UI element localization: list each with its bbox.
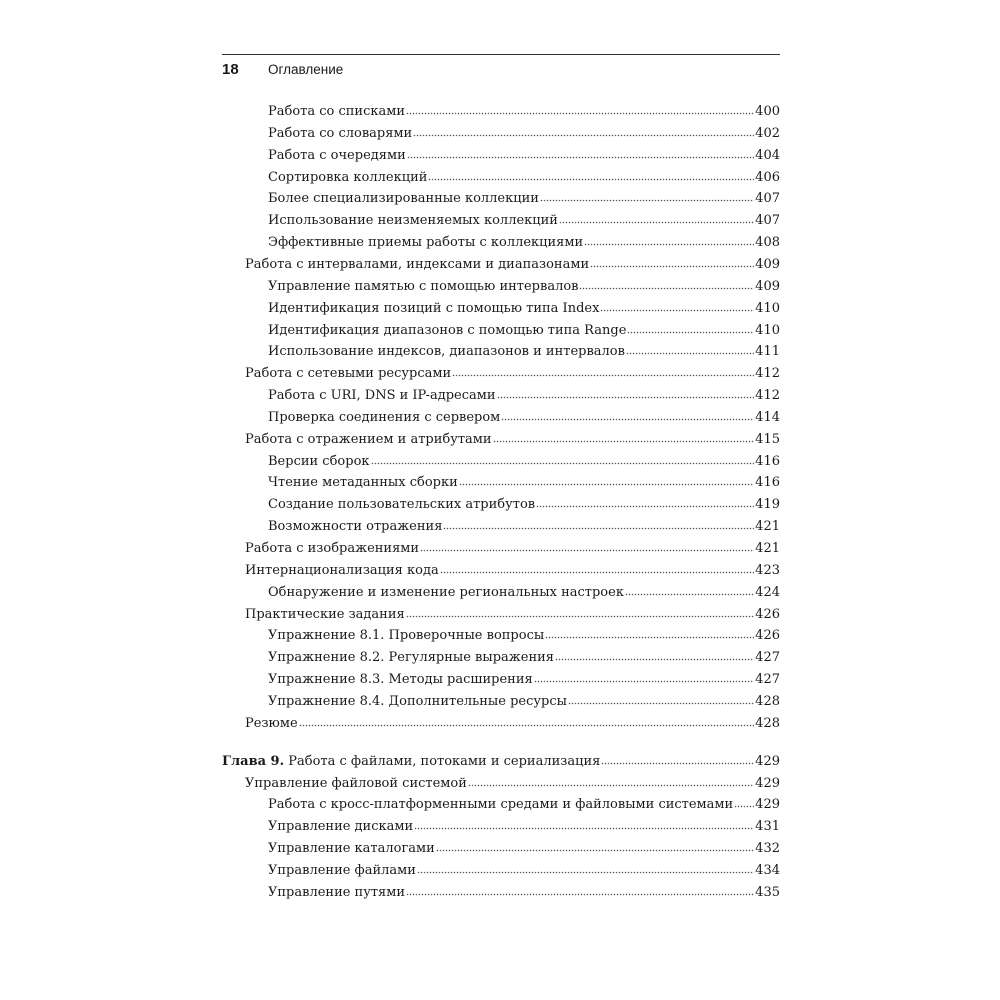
toc-entry-title (268, 341, 625, 363)
toc-entry-title (268, 298, 599, 320)
toc-entry-page: 429 (755, 754, 780, 769)
toc-entry-text: Управление файловой системой (245, 776, 467, 791)
toc-entry-text: Использование неизменяемых коллекций (268, 213, 558, 228)
dot-leader (417, 866, 754, 874)
toc-entry-page: 416 (755, 475, 780, 490)
toc-entry-title (268, 320, 626, 342)
toc-entry-page: 421 (755, 519, 780, 534)
toc-entry-page: 415 (755, 432, 780, 447)
toc-entry-text: Управление файлами (268, 863, 416, 878)
toc-entry-title (245, 604, 405, 626)
toc-entry (268, 232, 780, 254)
toc-entry (268, 691, 780, 713)
dot-leader (459, 478, 754, 486)
toc-entry (245, 363, 780, 385)
dot-leader (414, 822, 754, 830)
toc-entry-page: 412 (755, 366, 780, 381)
toc-entry (268, 123, 780, 145)
toc-entry-page: 411 (755, 344, 780, 359)
toc-entry-title (268, 582, 624, 604)
toc-entry-page: 414 (755, 410, 780, 425)
toc-entry-title (268, 167, 427, 189)
toc-entry (268, 816, 780, 838)
toc-entry-text: Работа с кросс-платформенными средами и файловыми системами (268, 797, 734, 812)
toc-entry-page: 410 (755, 323, 780, 338)
dot-leader (536, 500, 754, 508)
dot-leader (568, 697, 754, 705)
toc-entry-title (268, 276, 578, 298)
toc-entry-page: 407 (755, 191, 780, 206)
toc-entry-page: 404 (755, 148, 780, 163)
toc-entry-title (268, 838, 435, 860)
toc-entry-text: Интернационализация кода (245, 563, 439, 578)
toc-entry-page: 429 (755, 797, 780, 812)
toc-entry (268, 188, 780, 210)
toc-entry-page: 407 (755, 213, 780, 228)
dot-leader (406, 610, 754, 618)
toc-entry-text: Работа с интервалами, индексами и диапазонами (245, 257, 590, 272)
dot-leader (420, 544, 754, 552)
toc-entry-text: Идентификация позиций с помощью типа Index (268, 301, 600, 316)
toc-entry (268, 407, 780, 429)
chapter-label: Глава 9. (222, 754, 285, 769)
dot-leader (584, 238, 754, 246)
toc-entry-title (268, 516, 442, 538)
toc-entry (268, 472, 780, 494)
toc-entry (245, 773, 780, 795)
toc-entry-text: Управление памятью с помощью интервалов (268, 279, 579, 294)
toc-entry (268, 320, 780, 342)
toc-entry (268, 276, 780, 298)
toc-entry-title (245, 713, 298, 735)
toc-entry-page: 412 (755, 388, 780, 403)
toc-entry-page: 427 (755, 650, 780, 665)
dot-leader (440, 566, 754, 574)
toc-entry-title (245, 254, 589, 276)
toc-entry-title (268, 794, 733, 816)
toc-entry-page: 402 (755, 126, 780, 141)
toc-entry-text: Создание пользовательских атрибутов (268, 497, 536, 512)
toc-entry-text: Работа с файлами, потоками и сериализация (288, 754, 601, 769)
toc-entry-text: Управление дисками (268, 819, 414, 834)
toc-entry-title (245, 363, 451, 385)
dot-leader (600, 304, 754, 312)
toc-entry (268, 669, 780, 691)
running-title: Оглавление (268, 62, 344, 77)
toc-entry-title (245, 560, 439, 582)
toc-entry-text: Работа со списками (268, 104, 406, 119)
toc-entry-page: 435 (755, 885, 780, 900)
toc-entry (245, 713, 780, 735)
toc-entry-page: 431 (755, 819, 780, 834)
toc-entry-page: 423 (755, 563, 780, 578)
toc-entry-title (268, 101, 405, 123)
toc-entry-text: Сортировка коллекций (268, 170, 428, 185)
toc-entry-title (245, 429, 492, 451)
toc-entry-text: Упражнение 8.4. Дополнительные ресурсы (268, 694, 567, 709)
toc-entry (245, 254, 780, 276)
dot-leader (534, 675, 754, 683)
dot-leader (626, 347, 754, 355)
dot-leader (299, 719, 755, 727)
toc-entry (268, 101, 780, 123)
toc-entry-page: 434 (755, 863, 780, 878)
dot-leader (371, 457, 755, 465)
dot-leader (436, 844, 754, 852)
toc-entry-page: 432 (755, 841, 780, 856)
toc-entry (245, 604, 780, 626)
toc-entry-title (245, 538, 419, 560)
page-number: 18 (222, 61, 239, 78)
dot-leader (627, 326, 754, 334)
dot-leader (559, 216, 754, 224)
toc-entry-page: 400 (755, 104, 780, 119)
dot-leader (601, 757, 754, 765)
toc-entry-text: Работа со словарями (268, 126, 413, 141)
dot-leader (734, 800, 754, 808)
toc-entry-title (268, 882, 405, 904)
dot-leader (406, 107, 754, 115)
dot-leader (555, 653, 754, 661)
dot-leader (493, 435, 755, 443)
toc-entry-text: Управление каталогами (268, 841, 435, 856)
toc-entry-text: Работа с изображениями (245, 541, 420, 556)
toc-entry-title (268, 816, 413, 838)
dot-leader (407, 151, 754, 159)
toc-entry-text: Эффективные приемы работы с коллекциями (268, 235, 584, 250)
toc-entry-page: 426 (755, 628, 780, 643)
dot-leader (497, 391, 755, 399)
toc-entry-text: Работа с URI, DNS и IP-адресами (268, 388, 496, 403)
toc-entry (268, 494, 780, 516)
toc-entry (268, 145, 780, 167)
toc-entry-text: Более специализированные коллекции (268, 191, 539, 206)
toc-entry-text: Обнаружение и изменение региональных настроек (268, 585, 624, 600)
toc-entry (268, 860, 780, 882)
toc-entry-text: Работа с отражением и атрибутами (245, 432, 492, 447)
toc-entry-title (268, 647, 554, 669)
toc-entry-text: Возможности отражения (268, 519, 443, 534)
toc-entry-page: 421 (755, 541, 780, 556)
dot-leader (413, 129, 754, 137)
toc-entry (268, 516, 780, 538)
toc-entry (268, 341, 780, 363)
toc-entry-title (268, 860, 416, 882)
toc-entry-text: Упражнение 8.1. Проверочные вопросы (268, 628, 545, 643)
toc-entry (268, 582, 780, 604)
toc-entry (268, 451, 780, 473)
toc-entry (268, 794, 780, 816)
toc-entry-page: 424 (755, 585, 780, 600)
toc-entry-text: Работа с очередями (268, 148, 406, 163)
dot-leader (625, 588, 754, 596)
toc-entry-page: 410 (755, 301, 780, 316)
toc-entry-title (222, 751, 600, 773)
toc-entry-title (268, 188, 539, 210)
toc-entry-title (245, 773, 467, 795)
toc-entry-text: Использование индексов, диапазонов и интервалов (268, 344, 625, 359)
toc-entry-title (268, 123, 412, 145)
toc-entry-title (268, 385, 496, 407)
toc-entry-text: Работа с сетевыми ресурсами (245, 366, 452, 381)
toc-entry-text: Версии сборок (268, 454, 370, 469)
toc-entry-page: 428 (755, 694, 780, 709)
dot-leader (443, 522, 754, 530)
toc-entry-page: 427 (755, 672, 780, 687)
dot-leader (452, 369, 754, 377)
dot-leader (501, 413, 754, 421)
dot-leader (406, 888, 754, 896)
toc-entry-title (268, 407, 500, 429)
toc-entry (268, 385, 780, 407)
toc-entry-title (268, 451, 370, 473)
toc-entry-page: 426 (755, 607, 780, 622)
toc-entry (245, 560, 780, 582)
toc-entry-page: 409 (755, 257, 780, 272)
toc-entry-title (268, 494, 535, 516)
header-rule (222, 54, 780, 55)
toc-entry-page: 406 (755, 170, 780, 185)
toc-entry-text: Чтение метаданных сборки (268, 475, 458, 490)
dot-leader (468, 779, 754, 787)
dot-leader (545, 631, 754, 639)
toc-entry (268, 167, 780, 189)
toc-entry-title (268, 669, 533, 691)
dot-leader (540, 194, 754, 202)
toc-entry-title (268, 691, 567, 713)
toc-entry (268, 647, 780, 669)
toc-entry-text: Управление путями (268, 885, 406, 900)
toc-entry-title (268, 210, 558, 232)
toc-entry (268, 838, 780, 860)
toc-entry-text: Упражнение 8.3. Методы расширения (268, 672, 533, 687)
dot-leader (428, 173, 754, 181)
toc-entry-text: Идентификация диапазонов с помощью типа Range (268, 323, 627, 338)
toc-entry (245, 429, 780, 451)
page-header (222, 61, 343, 81)
toc-entry-text: Практические задания (245, 607, 405, 622)
dot-leader (579, 282, 754, 290)
toc-entry-title (268, 145, 406, 167)
toc-entry-text: Проверка соединения с сервером (268, 410, 501, 425)
toc-entry-title (268, 232, 583, 254)
toc-entry-page: 409 (755, 279, 780, 294)
dot-leader (590, 260, 754, 268)
toc-entry (268, 298, 780, 320)
toc-entry-text: Резюме (245, 716, 298, 731)
toc-entry-title (268, 472, 458, 494)
toc-entry-page: 416 (755, 454, 780, 469)
toc-entry (268, 882, 780, 904)
toc-entry-page: 429 (755, 776, 780, 791)
toc-entry (245, 538, 780, 560)
toc-entry (268, 210, 780, 232)
toc-entry (268, 625, 780, 647)
toc-entry-text: Упражнение 8.2. Регулярные выражения (268, 650, 554, 665)
toc-chapter-entry (222, 751, 780, 773)
toc-entry-title (268, 625, 544, 647)
toc-entry-page: 428 (755, 716, 780, 731)
toc-entry-page: 408 (755, 235, 780, 250)
toc-entry-page: 419 (755, 497, 780, 512)
